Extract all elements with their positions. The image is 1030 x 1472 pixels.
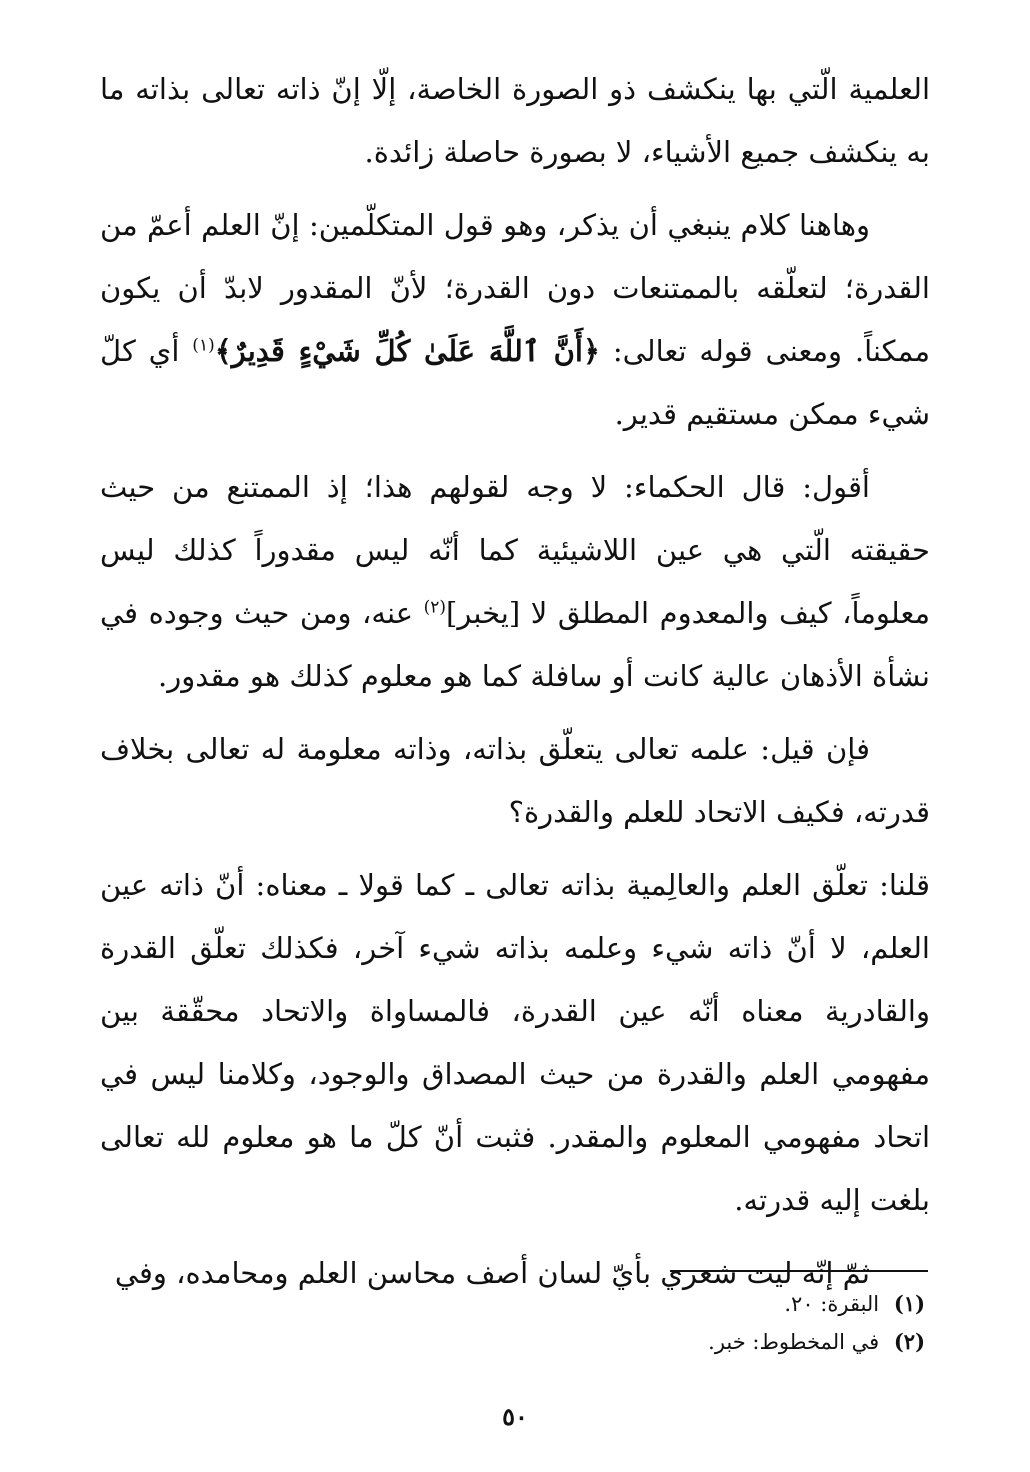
paragraph <box>100 58 930 184</box>
paragraph <box>100 194 930 446</box>
main-text <box>100 58 930 1315</box>
paragraph-text: أي كلّ شيء ممكن مستقيم قدير. <box>100 334 930 431</box>
footnote <box>100 1323 925 1361</box>
paragraph-text: عنه، ومن حيث وجوده في نشأة الأذهان عالية كانت أو سافلة كما هو معلوم كذلك هو مقدور. <box>100 596 930 693</box>
footnote-text: في المخطوط: خبر. <box>708 1330 880 1354</box>
paragraph-text: ثمّ إنّه ليت شعري بأيّ لسان أصف محاسن العلم ومحامده، وفي <box>114 1256 870 1290</box>
paragraph <box>100 456 930 708</box>
quran-verse: ﴿أَنَّ ٱللَّهَ عَلَىٰ كُلِّ شَيْءٍ قَدِيرٌ﴾ <box>214 334 600 368</box>
page-number: ٥٠ <box>502 1402 528 1431</box>
footnote-number: (٢) <box>893 1329 925 1354</box>
footnote-number: (١) <box>893 1291 925 1316</box>
paragraph-text: فإن قيل: علمه تعالى يتعلّق بذاته، وذاته معلومة له تعالى بخلاف قدرته، فكيف الاتحاد للعلم والقدرة؟ <box>100 732 930 829</box>
paragraph <box>100 718 930 844</box>
paragraph-text: أقول: قال الحكماء: لا وجه لقولهم هذا؛ إذ الممتنع من حيث حقيقته الّتي هي عين اللاشيئية كما أنّه ليس مقدوراً كذلك ليس معلوماً، كيف والمعدوم المطلق لا [يخبر] <box>100 470 930 630</box>
footnote <box>100 1285 925 1323</box>
paragraph-text: قلنا: تعلّق العلم والعالِمية بذاته تعالى ـ كما قولا ـ معناه: أنّ ذاته عين العلم، لا أنّ ذاته شيء وعلمه بذاته شيء آخر، فكذلك تعلّق القدرة والقادرية معناه أنّه عين القدرة، فالمساواة والاتحاد محقّقة بين مفهومي العلم والقدرة من حيث المصداق والوجود، وكلامنا ليس في اتحاد مفهومي المعلوم والمقدر. فثبت أنّ كلّ ما هو معلوم لله تعالى بلغت إليه قدرته. <box>100 868 930 1217</box>
paragraph-text: العلمية الّتي بها ينكشف ذو الصورة الخاصة، إلّا إنّ ذاته تعالى بذاته ما به ينكشف جميع الأشياء، لا بصورة حاصلة زائدة. <box>100 72 930 169</box>
footnote-text: البقرة: ٢٠. <box>784 1292 880 1316</box>
paragraph <box>100 854 930 1232</box>
footnote-reference: (٢) <box>423 597 446 618</box>
paragraph-text: وهاهنا كلام ينبغي أن يذكر، وهو قول المتكلّمين: إنّ العلم أعمّ من القدرة؛ لتعلّقه بالممتنعات دون القدرة؛ لأنّ المقدور لابدّ أن يكون ممكناً. ومعنى قوله تعالى: <box>100 208 930 368</box>
footnote-separator <box>670 1270 928 1272</box>
footnotes <box>100 1285 925 1361</box>
footnote-reference: (١) <box>192 335 215 356</box>
